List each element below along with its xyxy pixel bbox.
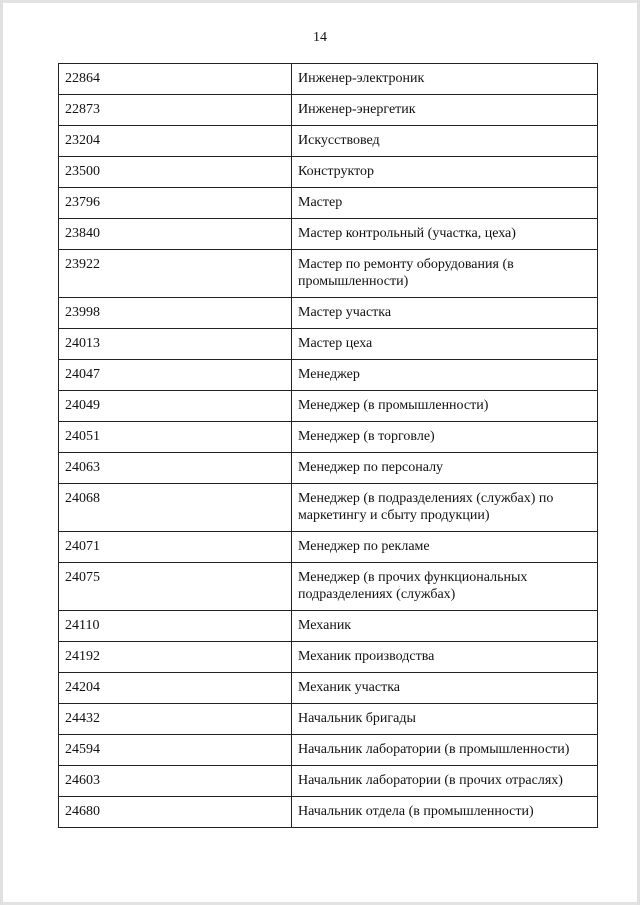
table-body — [59, 64, 598, 828]
page-number: 14 — [313, 30, 327, 45]
occupation-code: 24192 — [59, 642, 292, 673]
occupation-code: 24603 — [59, 766, 292, 797]
table-row — [59, 329, 598, 360]
occupation-title: Мастер контрольный (участка, цеха) — [292, 219, 598, 250]
table-row — [59, 422, 598, 453]
occupation-code: 23998 — [59, 298, 292, 329]
occupation-title: Менеджер (в подразделениях (службах) по маркетингу и сбыту продукции) — [292, 484, 598, 532]
table-row — [59, 484, 598, 532]
table-row — [59, 704, 598, 735]
occupation-code: 24013 — [59, 329, 292, 360]
occupation-title: Мастер цеха — [292, 329, 598, 360]
occupation-code: 24110 — [59, 611, 292, 642]
occupation-title: Менеджер (в торговле) — [292, 422, 598, 453]
table-row — [59, 188, 598, 219]
occupation-code: 22864 — [59, 64, 292, 95]
occupation-code: 23840 — [59, 219, 292, 250]
occupation-code: 24680 — [59, 797, 292, 828]
table-row — [59, 298, 598, 329]
occupation-title: Начальник бригады — [292, 704, 598, 735]
table-row — [59, 642, 598, 673]
table-row — [59, 157, 598, 188]
occupation-title: Мастер — [292, 188, 598, 219]
occupation-code: 24071 — [59, 532, 292, 563]
occupation-title: Менеджер (в промышленности) — [292, 391, 598, 422]
table-row — [59, 126, 598, 157]
table-row — [59, 391, 598, 422]
occupation-title: Инженер-энергетик — [292, 95, 598, 126]
table-row — [59, 611, 598, 642]
occupation-code: 24049 — [59, 391, 292, 422]
occupation-title: Менеджер (в прочих функциональных подразделениях (службах) — [292, 563, 598, 611]
occupation-title: Менеджер — [292, 360, 598, 391]
occupation-title: Мастер участка — [292, 298, 598, 329]
occupation-code: 23500 — [59, 157, 292, 188]
occupation-table — [58, 63, 598, 828]
table-row — [59, 563, 598, 611]
table-row — [59, 766, 598, 797]
table-row — [59, 64, 598, 95]
table-row — [59, 453, 598, 484]
occupation-code: 23922 — [59, 250, 292, 298]
occupation-code: 24432 — [59, 704, 292, 735]
occupation-title: Механик производства — [292, 642, 598, 673]
occupation-title: Начальник лаборатории (в промышленности) — [292, 735, 598, 766]
occupation-title: Менеджер по персоналу — [292, 453, 598, 484]
table-row — [59, 219, 598, 250]
occupation-code: 23796 — [59, 188, 292, 219]
table-row — [59, 532, 598, 563]
table-row — [59, 735, 598, 766]
table-row — [59, 797, 598, 828]
occupation-code: 22873 — [59, 95, 292, 126]
occupation-code: 23204 — [59, 126, 292, 157]
occupation-title: Начальник лаборатории (в прочих отраслях) — [292, 766, 598, 797]
table-row — [59, 250, 598, 298]
occupation-code: 24051 — [59, 422, 292, 453]
occupation-title: Менеджер по рекламе — [292, 532, 598, 563]
occupation-title: Механик участка — [292, 673, 598, 704]
occupation-title: Конструктор — [292, 157, 598, 188]
table-row — [59, 360, 598, 391]
occupation-title: Механик — [292, 611, 598, 642]
occupation-title: Инженер-электроник — [292, 64, 598, 95]
occupation-code: 24063 — [59, 453, 292, 484]
occupation-code: 24594 — [59, 735, 292, 766]
occupation-code: 24047 — [59, 360, 292, 391]
occupation-code: 24204 — [59, 673, 292, 704]
occupation-title: Искусствовед — [292, 126, 598, 157]
occupation-code: 24075 — [59, 563, 292, 611]
occupation-title: Начальник отдела (в промышленности) — [292, 797, 598, 828]
occupation-title: Мастер по ремонту оборудования (в промышленности) — [292, 250, 598, 298]
page-top-edge — [0, 0, 640, 3]
table-row — [59, 673, 598, 704]
occupation-code: 24068 — [59, 484, 292, 532]
page-left-edge — [0, 0, 3, 905]
table-row — [59, 95, 598, 126]
